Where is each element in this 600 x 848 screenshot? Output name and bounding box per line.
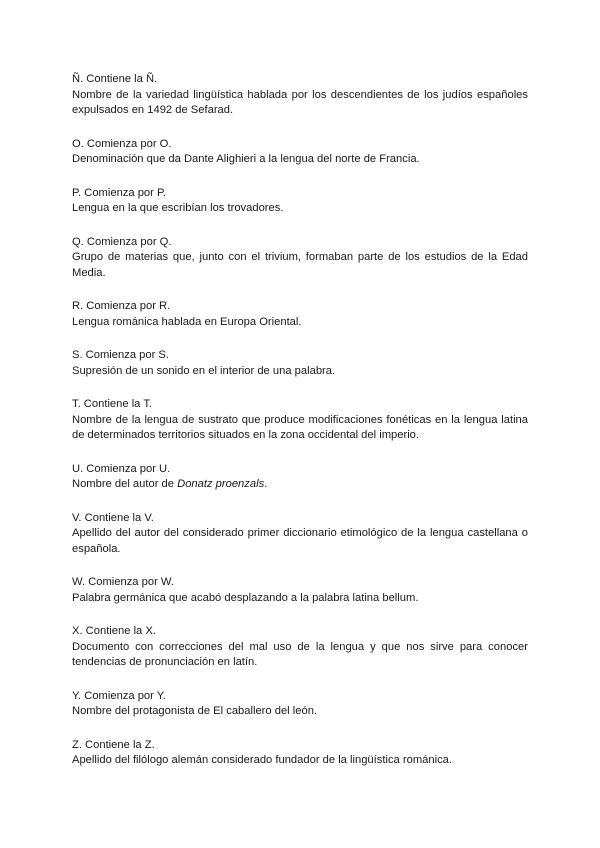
entry-text: Nombre de la variedad lingüística hablada por los descendientes de los judíos españoles expulsados en 1492 de Sefarad. <box>72 88 528 116</box>
entry-heading: V. Contiene la V. <box>72 511 154 524</box>
entry-heading: P. Comienza por P. <box>72 186 167 199</box>
entry-q <box>72 235 528 282</box>
entry-text <box>72 477 528 493</box>
entry-text: Nombre del protagonista de El caballero del león. <box>72 705 318 717</box>
entry-text: Apellido del autor del considerado primer diccionario etimológico de la lengua castellana o española. <box>72 527 528 555</box>
entry-heading: X. Contiene la X. <box>72 625 156 637</box>
entry-heading: Y. Comienza por Y. <box>72 689 166 702</box>
entry-heading: Z. Contiene la Z. <box>72 738 155 751</box>
entry-r <box>72 299 528 330</box>
entry-s <box>72 348 528 379</box>
entry-text: Lengua en la que escribían los trovadores. <box>72 202 284 214</box>
entry-text: Lengua románica hablada en Europa Oriental. <box>72 315 302 328</box>
entry-text: Nombre de la lengua de sustrato que produce modificaciones fonéticas en la lengua latina de determinados territorios situados en la zona occidental del imperio. <box>72 413 528 441</box>
entry-text: Palabra germánica que acabó desplazando a la palabra latina bellum. <box>72 591 419 604</box>
entry-w <box>72 575 528 606</box>
entry-v <box>72 511 528 558</box>
entry-heading: Q. Comienza por Q. <box>72 235 172 248</box>
entry-enye <box>72 72 528 119</box>
entry-y <box>72 689 528 720</box>
entry-heading: W. Comienza por W. <box>72 576 174 588</box>
entry-z <box>72 738 528 769</box>
entry-text: Denominación que da Dante Alighieri a la lengua del norte de Francia. <box>72 153 420 165</box>
entry-heading: T. Contiene la T. <box>72 398 153 410</box>
entry-text-suffix: . <box>264 478 268 490</box>
entry-text: Supresión de un sonido en el interior de una palabra. <box>72 364 336 377</box>
entry-heading: O. Comienza por O. <box>72 137 172 150</box>
entry-text-italic-title: Donatz proenzals <box>177 478 265 490</box>
entry-p <box>72 186 528 217</box>
entry-heading: U. Comienza por U. <box>72 462 171 475</box>
entry-text: Grupo de materias que, junto con el trivium, formaban parte de los estudios de la Edad Media. <box>72 251 528 279</box>
entry-text-prefix: Nombre del autor de <box>72 478 178 490</box>
entry-text: Apellido del filólogo alemán considerado fundador de la lingüística románica. <box>72 754 452 766</box>
entry-text: Documento con correcciones del mal uso de la lengua y que nos sirve para conocer tendencias de pronunciación en latín. <box>72 640 528 668</box>
entry-o <box>72 137 528 168</box>
entry-u <box>72 462 528 493</box>
entry-t <box>72 397 528 444</box>
entry-x <box>72 624 528 671</box>
entry-heading: Ñ. Contiene la Ñ. <box>72 73 158 85</box>
entry-heading: R. Comienza por R. <box>72 300 171 312</box>
entry-heading: S. Comienza por S. <box>72 349 170 361</box>
